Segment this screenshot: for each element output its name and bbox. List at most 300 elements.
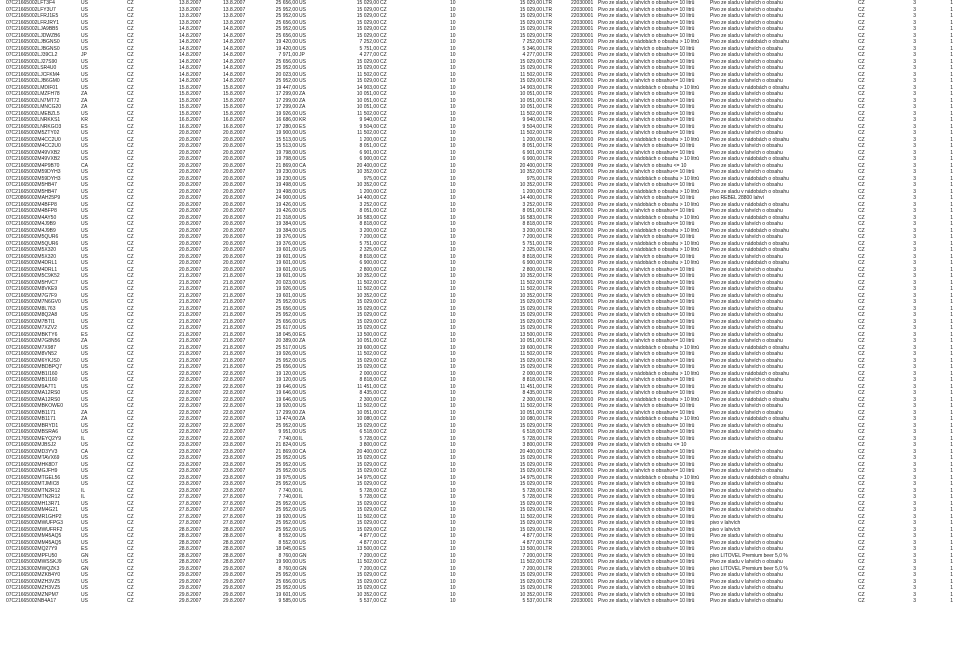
- table-cell: 10: [450, 500, 456, 507]
- table-cell: 11 502,00: [357, 286, 379, 292]
- table-cell: US: [299, 396, 306, 403]
- table-cell: CZ: [858, 169, 865, 175]
- table-cell: US: [81, 325, 88, 331]
- table-cell: Pivo ze sladu v lahvích o obsahu: [710, 117, 783, 123]
- table-cell: US: [81, 572, 88, 578]
- table-cell: 07C21665002M5X320: [6, 253, 57, 260]
- table-cell: LTR: [543, 520, 553, 526]
- table-cell: 20.8.2007: [179, 182, 202, 188]
- table-cell: 22030001: [571, 97, 594, 104]
- table-cell: 1: [950, 201, 953, 208]
- table-cell: 10: [450, 71, 456, 78]
- table-cell: LTR: [543, 572, 553, 578]
- table-cell: Pivo ze sladu v lahvích o obsahu: [710, 429, 783, 435]
- table-cell: 10 352,00: [519, 182, 542, 188]
- table-cell: 3: [913, 78, 916, 84]
- table-cell: LTR: [543, 468, 553, 474]
- table-cell: US: [299, 429, 306, 435]
- table-cell: 3: [913, 273, 916, 279]
- table-cell: 22030001: [571, 143, 594, 149]
- table-cell: CZ: [127, 130, 134, 136]
- table-cell: 07C21665002M49VXB2: [6, 149, 60, 156]
- table-cell: 14.8.2007: [223, 26, 246, 32]
- table-cell: Pivo ze sladu, v lahvích o obsahu<= 10 litrů: [598, 448, 695, 455]
- table-cell: 1: [950, 572, 953, 578]
- table-cell: 19 646,00: [275, 396, 298, 403]
- table-cell: 15.8.2007: [223, 91, 246, 97]
- table-cell: CZ: [858, 403, 865, 409]
- table-cell: 20.8.2007: [223, 149, 246, 156]
- table-cell: 10 352,00: [356, 182, 379, 188]
- table-cell: 07C21665002LJ27S90: [6, 58, 58, 65]
- table-cell: 6 900,00: [522, 260, 542, 266]
- table-cell: 10: [450, 227, 456, 234]
- table-cell: Pivo ze sladu v lahvích o obsahu: [710, 500, 783, 507]
- table-cell: CZ: [858, 188, 865, 195]
- table-cell: 1: [950, 221, 953, 227]
- table-cell: 20 023,00: [275, 279, 298, 286]
- table-cell: Pivo ze sladu, v lahvích o obsahu<= 10 litrů: [598, 403, 695, 409]
- table-cell: 1: [950, 84, 953, 91]
- table-cell: Pivo ze sladu, v nádobách o obsahu > 10 litrů: [598, 370, 700, 377]
- table-cell: 7 252,00: [522, 39, 542, 45]
- table-cell: 14.8.2007: [223, 65, 246, 71]
- table-cell: 20.8.2007: [179, 162, 202, 169]
- table-cell: 13.8.2007: [179, 13, 202, 19]
- table-cell: CZ: [127, 507, 134, 513]
- table-cell: 4 877,00: [359, 539, 379, 546]
- table-cell: 20.8.2007: [223, 253, 246, 260]
- table-cell: 20.8.2007: [179, 253, 202, 260]
- table-cell: CZ: [380, 383, 387, 390]
- table-cell: 3: [913, 338, 916, 344]
- table-cell: CA: [299, 162, 306, 169]
- table-cell: Pivo ze sladu v lahvích o obsahu: [710, 591, 783, 598]
- table-cell: Pivo ze sladu, v lahvích o obsahu<= 10 litrů: [598, 325, 695, 331]
- table-cell: 10: [450, 559, 456, 565]
- table-cell: LTR: [543, 565, 553, 572]
- table-cell: LTR: [543, 214, 553, 221]
- table-cell: 25 952,00: [275, 481, 298, 487]
- table-cell: Pivo ze sladu, v lahvích o obsahu<= 10 litrů: [598, 130, 695, 136]
- table-cell: CZ: [858, 533, 865, 539]
- table-cell: 21.8.2007: [223, 325, 246, 331]
- table-cell: 21.8.2007: [179, 331, 202, 338]
- table-cell: CZ: [380, 104, 387, 110]
- table-cell: 07C21665002M59DYH3: [6, 169, 61, 175]
- table-cell: Pivo ze sladu v lahvích o obsahu: [710, 312, 783, 318]
- table-cell: CZ: [380, 214, 387, 221]
- table-cell: US: [81, 299, 88, 305]
- table-cell: 22030010: [571, 260, 594, 266]
- table-cell: 1: [950, 227, 953, 234]
- table-cell: US: [299, 169, 306, 175]
- table-cell: LTR: [543, 292, 553, 299]
- table-cell: CZ: [380, 273, 387, 279]
- table-cell: 3: [913, 214, 916, 221]
- table-cell: 3: [913, 266, 916, 273]
- table-cell: 9 940,00: [522, 117, 542, 123]
- table-cell: 07C21665002M8VN52: [6, 351, 57, 357]
- table-cell: US: [299, 286, 306, 292]
- table-cell: 15 029,00: [519, 19, 542, 26]
- table-cell: 10 051,00: [356, 409, 379, 416]
- table-cell: Pivo ze sladu v nádobách o obsahu: [710, 175, 789, 182]
- table-cell: 10: [450, 32, 456, 39]
- table-cell: 10: [450, 110, 456, 117]
- table-cell: 11 502,00: [520, 279, 542, 286]
- table-cell: 22030001: [571, 65, 594, 71]
- table-cell: GN: [299, 565, 307, 572]
- table-cell: 20.8.2007: [179, 143, 202, 149]
- table-cell: LTR: [543, 513, 553, 520]
- table-cell: CZ: [127, 188, 134, 195]
- table-cell: LTR: [543, 357, 553, 364]
- table-cell: 15 029,00: [519, 468, 542, 474]
- table-cell: CZ: [127, 435, 134, 442]
- table-cell: Pivo ze sladu, v lahvích o obsahu<= 10 litrů: [598, 455, 695, 461]
- table-cell: US: [299, 182, 306, 188]
- table-cell: 19 600,00: [356, 344, 379, 351]
- table-cell: 22030001: [571, 559, 594, 565]
- table-cell: US: [81, 364, 88, 370]
- table-cell: 20.8.2007: [179, 221, 202, 227]
- table-cell: LTR: [543, 247, 553, 253]
- table-cell: 4 277,00: [359, 52, 379, 58]
- table-cell: 25 952,00: [275, 65, 298, 71]
- table-cell: US: [81, 130, 88, 136]
- table-cell: 21.8.2007: [179, 318, 202, 325]
- table-cell: 7 200,00: [359, 552, 379, 559]
- table-cell: 8 435,00: [522, 390, 542, 396]
- table-cell: LTR: [543, 383, 553, 390]
- table-cell: 3: [913, 201, 916, 208]
- table-cell: 11 451,00: [520, 383, 542, 390]
- table-cell: CZ: [380, 507, 387, 513]
- table-cell: 3: [913, 136, 916, 143]
- table-cell: CZ: [127, 97, 134, 104]
- table-cell: 19 601,00: [275, 266, 298, 273]
- table-cell: US: [81, 403, 88, 409]
- table-cell: 07C21665002M4CC2U0: [6, 143, 61, 149]
- table-cell: 22030001: [571, 533, 594, 539]
- table-cell: 15 513,00: [275, 143, 298, 149]
- table-cell: ES: [299, 123, 306, 130]
- table-cell: US: [299, 266, 306, 273]
- table-cell: 3: [913, 565, 916, 572]
- table-cell: US: [81, 6, 88, 13]
- table-cell: ZA: [81, 104, 88, 110]
- table-cell: CZ: [380, 487, 387, 494]
- table-cell: 975,00: [526, 175, 542, 182]
- table-cell: 07C21665002M7G8N56: [6, 338, 61, 344]
- table-cell: 20.8.2007: [223, 208, 246, 214]
- table-cell: 3: [913, 292, 916, 299]
- table-cell: 22030001: [571, 149, 594, 156]
- table-cell: 07C21665002M4J9B9: [6, 221, 56, 227]
- table-cell: US: [81, 383, 88, 390]
- table-cell: 1: [950, 13, 953, 19]
- table-cell: 7 200,00: [359, 565, 379, 572]
- table-cell: US: [299, 520, 306, 526]
- table-cell: 10: [450, 84, 456, 91]
- table-cell: Pivo ze sladu v lahvích o obsahu: [710, 383, 783, 390]
- table-cell: Pivo ze sladu, v lahvích o obsahu<= 10 litrů: [598, 539, 695, 546]
- table-cell: LTR: [543, 97, 553, 104]
- table-cell: 29.8.2007: [223, 585, 246, 591]
- table-cell: US: [81, 136, 88, 143]
- table-cell: Pivo ze sladu v nádobách o obsahu: [710, 260, 789, 266]
- table-cell: Pivo ze sladu, v nádobách o obsahu > 10 litrů: [598, 474, 700, 481]
- table-cell: 3: [913, 442, 916, 448]
- table-cell: 21.8.2007: [179, 357, 202, 364]
- table-cell: CZ: [127, 383, 134, 390]
- table-cell: 10: [450, 266, 456, 273]
- table-cell: 10: [450, 240, 456, 247]
- table-cell: LTR: [543, 0, 553, 6]
- table-cell: ES: [81, 331, 88, 338]
- table-cell: pivo REBEL 28800 lahví: [710, 195, 765, 201]
- table-cell: Pivo ze sladu v nádobách o obsahu: [710, 39, 789, 45]
- table-cell: CZ: [858, 240, 865, 247]
- table-cell: 07C21665002MD3YV3: [6, 448, 58, 455]
- table-cell: 10: [450, 52, 456, 58]
- table-cell: CZ: [858, 331, 865, 338]
- table-cell: US: [299, 240, 306, 247]
- table-cell: CZ: [127, 500, 134, 507]
- table-cell: Pivo ze sladu v lahvích o obsahu: [710, 143, 783, 149]
- table-cell: 28.8.2007: [179, 546, 202, 552]
- table-cell: 3: [913, 578, 916, 585]
- table-cell: LTR: [543, 409, 553, 416]
- table-cell: 1: [950, 253, 953, 260]
- table-cell: 5 537,00: [522, 598, 542, 604]
- table-cell: LTR: [543, 507, 553, 513]
- table-cell: 25 952,00: [275, 13, 298, 19]
- table-cell: CZ: [858, 0, 865, 6]
- table-cell: Pivo ze sladu v lahvích o obsahu: [710, 45, 783, 52]
- table-cell: 24 900,00: [275, 195, 298, 201]
- table-cell: 1: [950, 32, 953, 39]
- table-cell: 8 760,00: [278, 552, 298, 559]
- table-cell: 7 740,00: [278, 435, 298, 442]
- table-cell: 3: [913, 117, 916, 123]
- table-cell: 29.8.2007: [223, 572, 246, 578]
- table-cell: 07C21665002MZH3VZ5: [6, 585, 61, 591]
- table-cell: 22030010: [571, 201, 594, 208]
- table-cell: Pivo ze sladu, v lahvích o obsahu<= 10 litrů: [598, 585, 695, 591]
- table-cell: 22030010: [571, 396, 594, 403]
- table-cell: CZ: [858, 266, 865, 273]
- table-cell: 11 502,00: [357, 71, 379, 78]
- table-cell: 14.8.2007: [179, 39, 202, 45]
- table-cell: CZ: [380, 565, 387, 572]
- table-cell: 10: [450, 364, 456, 370]
- table-cell: 1: [950, 6, 953, 13]
- table-cell: Pivo ze sladu, v lahvích o obsahu<= 10 litrů: [598, 461, 695, 468]
- table-cell: LTR: [543, 175, 553, 182]
- table-cell: 3: [913, 370, 916, 377]
- table-cell: 07C21665002LNRKKS1: [6, 117, 61, 123]
- table-cell: 22030001: [571, 104, 594, 110]
- table-cell: 20 400,00: [519, 448, 542, 455]
- table-cell: CZ: [858, 325, 865, 331]
- table-cell: CA: [81, 448, 88, 455]
- table-cell: LTR: [543, 481, 553, 487]
- table-cell: LTR: [543, 6, 553, 13]
- table-cell: LTR: [543, 396, 553, 403]
- table-cell: US: [299, 71, 306, 78]
- table-cell: 1: [950, 520, 953, 526]
- table-cell: US: [299, 481, 306, 487]
- table-cell: 6 900,00: [359, 260, 379, 266]
- table-cell: 15 029,00: [519, 78, 542, 84]
- table-cell: 22030001: [571, 526, 594, 533]
- table-cell: 07C21665002MBKOWE0: [6, 403, 63, 409]
- table-cell: 28.8.2007: [223, 539, 246, 546]
- table-cell: 14.8.2007: [179, 65, 202, 71]
- table-cell: CZ: [858, 19, 865, 26]
- table-cell: Pivo ze sladu, v lahvích o obsahu<= 10 litrů: [598, 182, 695, 188]
- table-cell: 21.8.2007: [223, 357, 246, 364]
- table-cell: US: [81, 13, 88, 19]
- table-cell: 10: [450, 234, 456, 240]
- table-cell: 29.8.2007: [223, 578, 246, 585]
- table-cell: US: [299, 130, 306, 136]
- table-cell: US: [81, 455, 88, 461]
- table-cell: 22030001: [571, 598, 594, 604]
- table-cell: 25 656,00: [275, 58, 298, 65]
- table-cell: CZ: [858, 416, 865, 422]
- table-cell: 15.8.2007: [179, 84, 202, 91]
- table-cell: 3: [913, 6, 916, 13]
- table-cell: 11 502,00: [357, 351, 379, 357]
- table-cell: Pivo ze sladu, v lahvích o obsahu<= 10 litrů: [598, 520, 695, 526]
- table-cell: 15 029,00: [519, 461, 542, 468]
- table-cell: Pivo ze sladu, v lahvích o obsahu<= 10 litrů: [598, 26, 695, 32]
- table-cell: Pivo ze sladu v lahvích o obsahu: [710, 338, 783, 344]
- table-cell: 22030001: [571, 221, 594, 227]
- table-cell: LTR: [543, 461, 553, 468]
- table-cell: 20.8.2007: [179, 156, 202, 162]
- table-cell: 11 502,00: [520, 513, 542, 520]
- table-cell: KR: [81, 117, 88, 123]
- table-cell: CZ: [380, 318, 387, 325]
- table-cell: CZ: [858, 396, 865, 403]
- table-cell: US: [299, 110, 306, 117]
- table-cell: 07C21665002M4DRL1: [6, 260, 58, 266]
- table-cell: CZ: [127, 370, 134, 377]
- table-cell: 10: [450, 130, 456, 136]
- table-cell: 1: [950, 292, 953, 299]
- table-cell: Pivo ze sladu, v lahvích o obsahu<= 10 litrů: [598, 110, 695, 117]
- table-cell: LTR: [543, 370, 553, 377]
- table-cell: 22030001: [571, 578, 594, 585]
- table-cell: CZ: [858, 526, 865, 533]
- table-cell: 15 029,00: [519, 26, 542, 32]
- table-cell: CZ: [858, 110, 865, 117]
- table-cell: CZ: [127, 546, 134, 552]
- table-cell: CZ: [127, 221, 134, 227]
- table-cell: 19 120,00: [275, 370, 298, 377]
- table-cell: 21.8.2007: [223, 305, 246, 312]
- table-cell: CZ: [127, 104, 134, 110]
- table-cell: 21 318,00: [275, 214, 298, 221]
- table-cell: US: [81, 312, 88, 318]
- table-cell: LTR: [543, 299, 553, 305]
- table-cell: 20.8.2007: [223, 136, 246, 143]
- table-cell: CZ: [380, 84, 387, 91]
- table-cell: Pivo ze sladu v lahvích o obsahu: [710, 351, 783, 357]
- table-cell: 22030010: [571, 39, 594, 45]
- table-cell: 20.8.2007: [223, 188, 246, 195]
- table-cell: 10 051,00: [356, 97, 379, 104]
- table-cell: 23.8.2007: [223, 442, 246, 448]
- table-cell: Pivo ze sladu v lahvích o obsahu: [710, 455, 783, 461]
- table-cell: US: [81, 84, 88, 91]
- table-cell: 8 818,00: [522, 253, 542, 260]
- table-cell: Pivo ze sladu, v lahvích o obsahu<= 10 litrů: [598, 507, 695, 513]
- table-cell: 20.8.2007: [223, 195, 246, 201]
- table-cell: 25 952,00: [275, 520, 298, 526]
- table-cell: 13 500,00: [356, 546, 379, 552]
- table-cell: CZ: [858, 305, 865, 312]
- table-cell: 22030009: [571, 162, 594, 169]
- table-cell: 20.8.2007: [179, 188, 202, 195]
- table-cell: 10: [450, 260, 456, 266]
- table-cell: 17 299,00: [275, 104, 298, 110]
- table-cell: 07C21665002MB1I160: [6, 377, 58, 383]
- table-cell: 07C21665002LMNCG20: [6, 104, 62, 110]
- table-cell: 3: [913, 429, 916, 435]
- table-cell: 1 200,00: [359, 188, 379, 195]
- table-cell: 07C21665002LNRKGO3: [6, 123, 62, 130]
- table-cell: 10: [450, 481, 456, 487]
- table-cell: IL: [81, 494, 86, 500]
- table-cell: 18 045,00: [275, 331, 298, 338]
- table-cell: 3: [913, 253, 916, 260]
- table-cell: CZ: [380, 299, 387, 305]
- table-cell: CZ: [127, 136, 134, 143]
- table-cell: US: [299, 312, 306, 318]
- table-cell: CZ: [858, 6, 865, 13]
- table-cell: 25 656,00: [275, 305, 298, 312]
- table-cell: 19 230,00: [275, 169, 298, 175]
- table-cell: CZ: [858, 338, 865, 344]
- table-cell: 13.8.2007: [223, 6, 246, 13]
- table-cell: CZ: [380, 52, 387, 58]
- table-cell: CZ: [127, 338, 134, 344]
- table-cell: 22030001: [571, 507, 594, 513]
- table-cell: 13.8.2007: [179, 0, 202, 6]
- table-cell: CZ: [858, 559, 865, 565]
- table-cell: CZ: [858, 299, 865, 305]
- table-cell: CZ: [858, 260, 865, 266]
- table-cell: 3: [913, 409, 916, 416]
- table-cell: 29.8.2007: [223, 565, 246, 572]
- table-cell: 1: [950, 370, 953, 377]
- table-cell: 3: [913, 422, 916, 429]
- table-cell: CZ: [127, 260, 134, 266]
- table-cell: 3: [913, 71, 916, 78]
- table-cell: 10: [450, 513, 456, 520]
- table-cell: US: [299, 6, 306, 13]
- table-cell: 1: [950, 377, 953, 383]
- table-cell: 14.8.2007: [223, 52, 246, 58]
- table-cell: US: [81, 214, 88, 221]
- table-cell: 11 502,00: [520, 351, 542, 357]
- table-cell: 25 656,00: [275, 318, 298, 325]
